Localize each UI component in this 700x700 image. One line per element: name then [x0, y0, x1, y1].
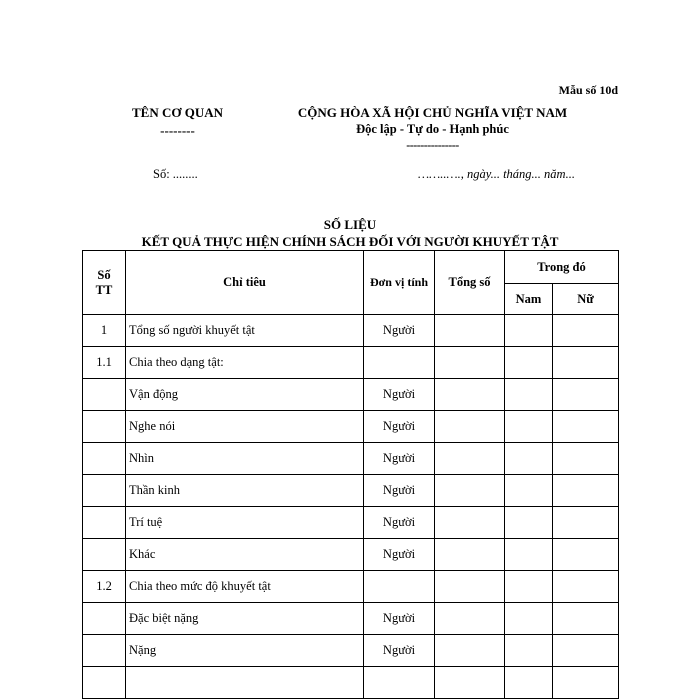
header-of-which: Trong đó — [505, 251, 619, 284]
row-stt-cell — [83, 603, 126, 635]
table-row — [83, 507, 619, 539]
row-total-cell[interactable] — [435, 667, 505, 699]
row-indicator-cell: Nhìn — [126, 443, 364, 475]
report-table — [82, 250, 619, 699]
table-row — [83, 315, 619, 347]
row-female-cell[interactable] — [553, 347, 619, 379]
row-female-cell[interactable] — [553, 315, 619, 347]
row-total-cell[interactable] — [435, 571, 505, 603]
row-male-cell[interactable] — [505, 667, 553, 699]
row-indicator-cell — [126, 667, 364, 699]
row-unit-cell: Người — [364, 379, 435, 411]
title-line-1: SỐ LIỆU — [323, 217, 377, 232]
row-unit-cell: Người — [364, 475, 435, 507]
row-female-cell[interactable] — [553, 635, 619, 667]
header-stt-label: Số TT — [95, 267, 113, 297]
row-unit-cell — [364, 571, 435, 603]
nation-block — [270, 105, 595, 153]
agency-separator: -------- — [160, 123, 195, 138]
row-unit-cell: Người — [364, 635, 435, 667]
document-number: Số: ........ — [153, 167, 198, 181]
row-total-cell[interactable] — [435, 315, 505, 347]
row-female-cell[interactable] — [553, 571, 619, 603]
row-total-cell[interactable] — [435, 347, 505, 379]
row-total-cell[interactable] — [435, 411, 505, 443]
row-total-cell[interactable] — [435, 507, 505, 539]
table-row — [83, 475, 619, 507]
row-male-cell[interactable] — [505, 443, 553, 475]
row-female-cell[interactable] — [553, 411, 619, 443]
row-male-cell[interactable] — [505, 347, 553, 379]
agency-block — [110, 105, 245, 139]
row-unit-cell: Người — [364, 539, 435, 571]
row-stt-cell — [83, 379, 126, 411]
header-unit: Đơn vị tính — [364, 251, 435, 315]
row-indicator-cell: Khác — [126, 539, 364, 571]
table-row — [83, 379, 619, 411]
row-stt-cell — [83, 539, 126, 571]
row-stt-cell — [83, 443, 126, 475]
form-code: Mẫu số 10d — [558, 83, 618, 97]
row-stt-cell — [83, 411, 126, 443]
row-total-cell[interactable] — [435, 475, 505, 507]
row-female-cell[interactable] — [553, 667, 619, 699]
row-unit-cell: Người — [364, 507, 435, 539]
row-stt-cell — [83, 475, 126, 507]
row-female-cell[interactable] — [553, 379, 619, 411]
title-line-2: KẾT QUẢ THỰC HIỆN CHÍNH SÁCH ĐỐI VỚI NGƯỜI KHUYẾT TẬT — [141, 234, 559, 249]
row-total-cell[interactable] — [435, 539, 505, 571]
table-row — [83, 539, 619, 571]
row-indicator-cell: Nặng — [126, 635, 364, 667]
table-body — [83, 315, 619, 699]
row-male-cell[interactable] — [505, 475, 553, 507]
row-male-cell[interactable] — [505, 507, 553, 539]
row-female-cell[interactable] — [553, 539, 619, 571]
row-female-cell[interactable] — [553, 507, 619, 539]
header-male: Nam — [505, 284, 553, 315]
row-male-cell[interactable] — [505, 603, 553, 635]
row-stt-cell — [83, 635, 126, 667]
row-total-cell[interactable] — [435, 443, 505, 475]
row-indicator-cell: Tổng số người khuyết tật — [126, 315, 364, 347]
row-unit-cell: Người — [364, 411, 435, 443]
row-female-cell[interactable] — [553, 475, 619, 507]
row-stt-cell: 1.2 — [83, 571, 126, 603]
row-female-cell[interactable] — [553, 443, 619, 475]
row-unit-cell: Người — [364, 315, 435, 347]
row-male-cell[interactable] — [505, 411, 553, 443]
row-total-cell[interactable] — [435, 635, 505, 667]
header-female: Nữ — [553, 284, 619, 315]
agency-name: TÊN CƠ QUAN — [131, 105, 223, 120]
row-total-cell[interactable] — [435, 379, 505, 411]
row-indicator-cell: Trí tuệ — [126, 507, 364, 539]
nation-motto: Độc lập - Tự do - Hạnh phúc — [356, 122, 509, 136]
row-male-cell[interactable] — [505, 571, 553, 603]
header-indicator: Chỉ tiêu — [126, 251, 364, 315]
row-stt-cell — [83, 667, 126, 699]
row-unit-cell: Người — [364, 603, 435, 635]
row-male-cell[interactable] — [505, 379, 553, 411]
row-unit-cell — [364, 667, 435, 699]
table-row — [83, 411, 619, 443]
document-title — [82, 217, 618, 250]
row-male-cell[interactable] — [505, 315, 553, 347]
row-indicator-cell: Nghe nói — [126, 411, 364, 443]
table-row — [83, 347, 619, 379]
row-male-cell[interactable] — [505, 635, 553, 667]
nation-separator: --------------- — [406, 138, 459, 152]
row-indicator-cell: Chia theo mức độ khuyết tật — [126, 571, 364, 603]
row-indicator-cell: Đặc biệt nặng — [126, 603, 364, 635]
table-row — [83, 443, 619, 475]
table-row — [83, 603, 619, 635]
header-stt — [83, 251, 126, 315]
table-row — [83, 667, 619, 699]
row-male-cell[interactable] — [505, 539, 553, 571]
row-unit-cell — [364, 347, 435, 379]
row-indicator-cell: Vận động — [126, 379, 364, 411]
row-stt-cell — [83, 507, 126, 539]
row-indicator-cell: Thần kinh — [126, 475, 364, 507]
place-date: ……..…., ngày... tháng... năm... — [418, 167, 575, 181]
table-row — [83, 571, 619, 603]
row-total-cell[interactable] — [435, 603, 505, 635]
row-stt-cell: 1 — [83, 315, 126, 347]
header-total: Tổng số — [435, 251, 505, 315]
row-indicator-cell: Chia theo dạng tật: — [126, 347, 364, 379]
row-unit-cell: Người — [364, 443, 435, 475]
row-stt-cell: 1.1 — [83, 347, 126, 379]
table-row — [83, 635, 619, 667]
nation-name: CỘNG HÒA XÃ HỘI CHỦ NGHĨA VIỆT NAM — [297, 105, 568, 120]
row-female-cell[interactable] — [553, 603, 619, 635]
